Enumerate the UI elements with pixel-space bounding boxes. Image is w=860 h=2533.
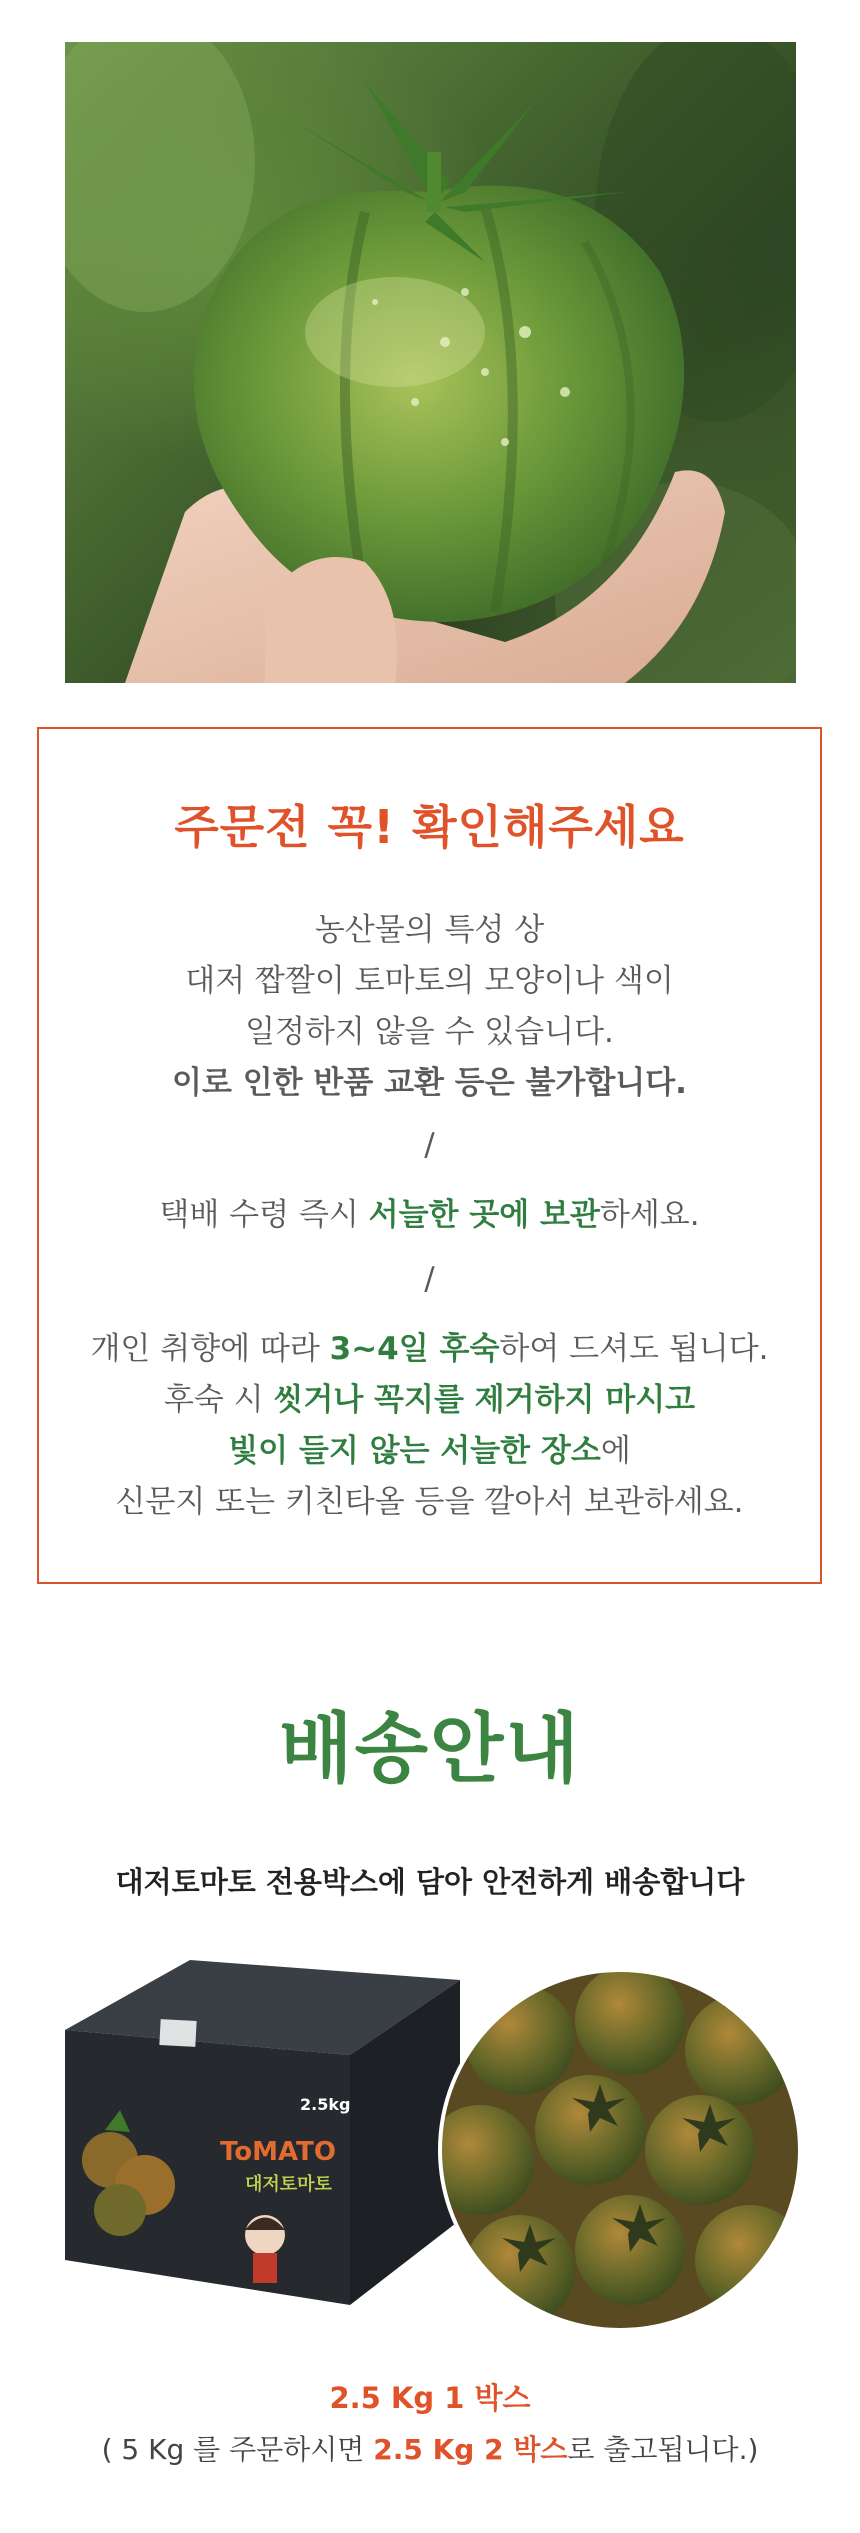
ripen2-text-highlight: 씻거나 꼭지를 제거하지 마시고 xyxy=(273,1382,696,1418)
hero-tomato-photo xyxy=(65,42,796,683)
caption2-text-c: 로 출고됩니다.) xyxy=(567,2433,759,2466)
shipping-subtitle: 대저토마토 전용박스에 담아 안전하게 배송합니다 xyxy=(115,1865,745,1899)
box-brand-korean: 대저토마토 xyxy=(245,2174,332,2195)
ripen2-text-a: 후숙 시 xyxy=(163,1382,274,1418)
divider-slash-1: / xyxy=(424,1127,435,1163)
notice-ripen-line-1 xyxy=(39,1323,820,1368)
order-notice-box xyxy=(37,727,822,1584)
divider-slash-2: / xyxy=(424,1261,435,1297)
ripen3-text-highlight: 빛이 들지 않는 서늘한 장소 xyxy=(228,1433,601,1469)
notice-line-no-return: 이로 인한 반품 교환 등은 불가합니다. xyxy=(172,1065,687,1101)
tomato-illustration xyxy=(65,42,796,683)
notice-line-1: 농산물의 특성 상 xyxy=(314,912,545,948)
box-brand-tomato: ToMATO xyxy=(220,2137,336,2167)
storage-text-a: 택배 수령 즉시 xyxy=(159,1197,369,1233)
notice-line-3: 일정하지 않을 수 있습니다. xyxy=(245,1014,614,1050)
notice-ripen-line-4: 신문지 또는 키친타올 등을 깔아서 보관하세요. xyxy=(115,1484,744,1520)
ripen-text-highlight: 3~4일 후숙 xyxy=(329,1331,500,1367)
product-box-and-tomatoes-image xyxy=(50,1960,810,2340)
ripen-text-c: 하여 드셔도 됩니다. xyxy=(499,1331,769,1367)
ripen-text-a: 개인 취향에 따라 xyxy=(90,1331,330,1367)
notice-storage-line xyxy=(39,1189,820,1234)
caption2-text-highlight: 2.5 Kg 2 박스 xyxy=(373,2433,568,2466)
box-weight-label: 2.5kg xyxy=(300,2095,351,2114)
shipping-title: 배송안내 xyxy=(279,1704,581,1793)
notice-line-2: 대저 짭짤이 토마토의 모양이나 색이 xyxy=(185,963,674,999)
product-illustration xyxy=(50,1960,810,2340)
caption2-text-a: ( 5 Kg 를 주문하시면 xyxy=(101,2433,374,2466)
notice-title: 주문전 꼭! 확인해주세요 xyxy=(174,800,685,854)
ripen3-text-b: 에 xyxy=(600,1433,631,1469)
storage-text-highlight: 서늘한 곳에 보관 xyxy=(368,1197,600,1233)
notice-ripen-line-3 xyxy=(39,1425,820,1470)
storage-text-c: 하세요. xyxy=(599,1197,700,1233)
package-caption: 2.5 Kg 1 박스 xyxy=(329,2381,531,2415)
notice-ripen-line-2 xyxy=(39,1374,820,1419)
package-caption-note xyxy=(0,2428,860,2468)
